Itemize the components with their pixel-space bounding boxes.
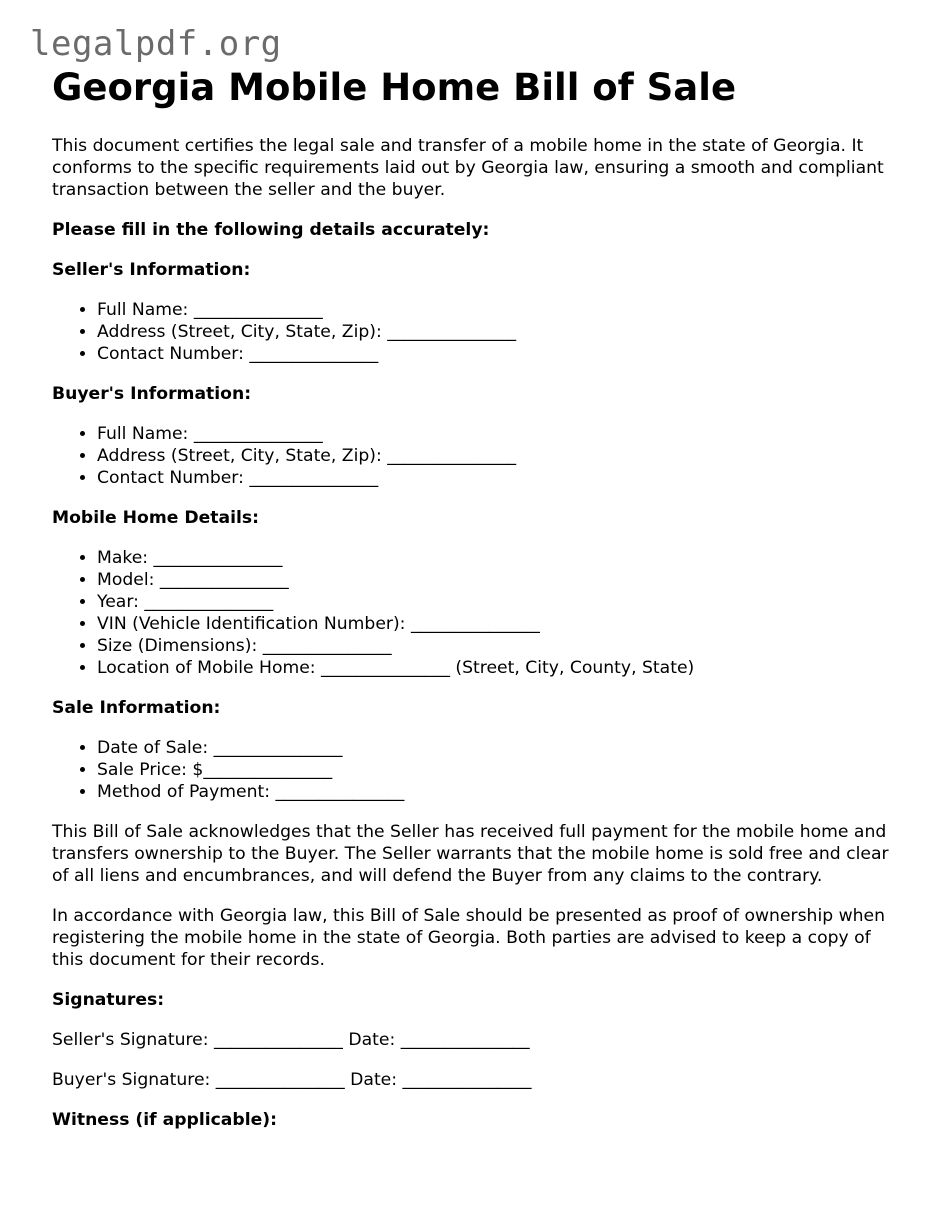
year-field[interactable]: • Year: _______________ xyxy=(97,591,902,613)
sale-heading: Sale Information: xyxy=(52,698,221,718)
mobile-home-list xyxy=(52,547,902,679)
instruction-heading: Please fill in the following details accurately: xyxy=(52,220,490,240)
buyer-address-field[interactable]: • Address (Street, City, State, Zip): _______________ xyxy=(97,445,902,467)
watermark: legalpdf.org xyxy=(30,24,282,64)
mobile-home-heading: Mobile Home Details: xyxy=(52,508,260,528)
seller-heading: Seller's Information: xyxy=(52,260,251,280)
buyer-list xyxy=(52,423,902,489)
intro-paragraph: This document certifies the legal sale and transfer of a mobile home in the state of Georgia. It conforms to the specific requirements laid out by Georgia law, ensuring a smooth and compliant transaction between the seller and the buyer. xyxy=(52,136,884,200)
buyer-heading: Buyer's Information: xyxy=(52,384,252,404)
witness-heading: Witness (if applicable): xyxy=(52,1110,277,1130)
buyer-contact-field[interactable]: • Contact Number: _______________ xyxy=(97,467,902,489)
document-page xyxy=(52,66,902,1131)
buyer-signature-line[interactable]: Buyer's Signature: _______________ Date: _______________ xyxy=(52,1070,532,1090)
acknowledgment-paragraph: This Bill of Sale acknowledges that the Seller has received full payment for the mobile home and transfers ownership to the Buyer. The Seller warrants that the mobile home is sold free and clear of all liens and encumbrances, and will defend the Buyer from any claims to the contrary. xyxy=(52,822,889,886)
make-field[interactable]: • Make: _______________ xyxy=(97,547,902,569)
seller-signature-line[interactable]: Seller's Signature: _______________ Date: _______________ xyxy=(52,1030,530,1050)
buyer-full-name-field[interactable]: • Full Name: _______________ xyxy=(97,423,902,445)
document-title: Georgia Mobile Home Bill of Sale xyxy=(52,66,737,109)
seller-contact-field[interactable]: • Contact Number: _______________ xyxy=(97,343,902,365)
location-field[interactable]: • Location of Mobile Home: _______________ (Street, City, County, State) xyxy=(97,657,902,679)
seller-full-name-field[interactable]: • Full Name: _______________ xyxy=(97,299,902,321)
sale-list xyxy=(52,737,902,803)
accordance-paragraph: In accordance with Georgia law, this Bill of Sale should be presented as proof of ownership when registering the mobile home in the state of Georgia. Both parties are advised to keep a copy of this document for their records. xyxy=(52,906,886,970)
model-field[interactable]: • Model: _______________ xyxy=(97,569,902,591)
date-of-sale-field[interactable]: • Date of Sale: _______________ xyxy=(97,737,902,759)
sale-price-field[interactable]: • Sale Price: $_______________ xyxy=(97,759,902,781)
size-field[interactable]: • Size (Dimensions): _______________ xyxy=(97,635,902,657)
signatures-heading: Signatures: xyxy=(52,990,165,1010)
vin-field[interactable]: • VIN (Vehicle Identification Number): _______________ xyxy=(97,613,902,635)
seller-list xyxy=(52,299,902,365)
payment-method-field[interactable]: • Method of Payment: _______________ xyxy=(97,781,902,803)
seller-address-field[interactable]: • Address (Street, City, State, Zip): _______________ xyxy=(97,321,902,343)
